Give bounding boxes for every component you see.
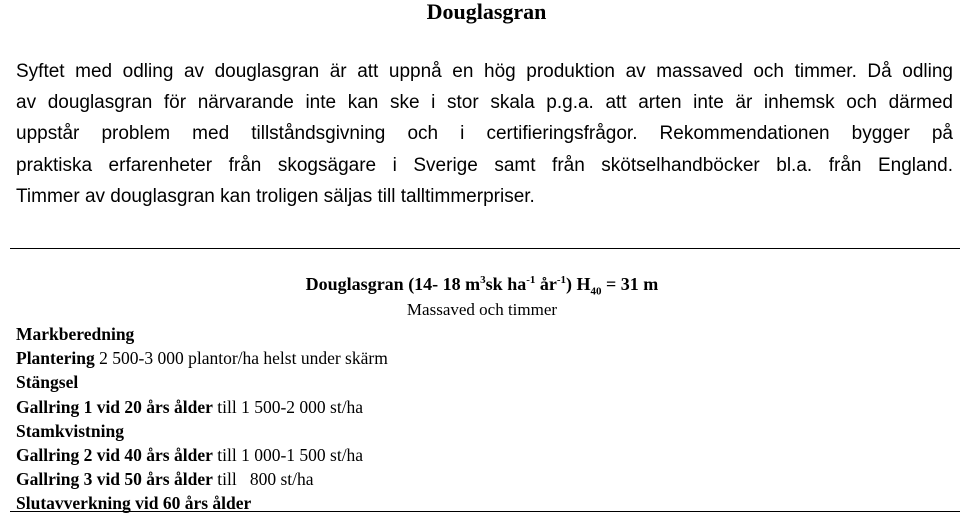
program-title-result: = 31 m xyxy=(601,274,659,294)
program-title-exponent: -1 xyxy=(556,274,567,286)
program-title-subscript: 40 xyxy=(590,285,602,298)
program-title-exponent: 3 xyxy=(480,274,486,286)
intro-line: praktiska erfarenheter från skogsägare i Sverige samt från skötselhandböcker bl.a. från England. xyxy=(16,154,953,176)
program-title-unit: år xyxy=(535,274,557,294)
schedule-item-label: Gallring 2 vid 40 års ålder xyxy=(16,445,213,466)
program-title-unit: sk ha xyxy=(485,274,527,294)
schedule-item-label: Stamkvistning xyxy=(16,420,124,441)
schedule-item-label: Plantering xyxy=(16,348,95,369)
page-title: Douglasgran xyxy=(426,0,547,24)
program-subtitle: Massaved och timmer xyxy=(406,300,558,319)
schedule-item-label: Gallring 1 vid 20 års ålder xyxy=(16,396,213,417)
schedule-item-label: Slutavverkning vid 60 års ålder xyxy=(16,493,252,514)
schedule-item xyxy=(16,395,388,419)
program-title-species: Douglasgran (14- 18 m xyxy=(305,274,481,294)
treatment-schedule xyxy=(16,322,388,516)
schedule-item-detail: till 1 000-1 500 st/ha xyxy=(212,445,364,466)
schedule-item xyxy=(16,419,388,443)
schedule-item-detail: till 800 st/ha xyxy=(212,469,314,490)
intro-line: Syftet med odling av douglasgran är att uppnå en hög produktion av massaved och timmer. Då odling xyxy=(16,61,953,82)
schedule-item xyxy=(16,346,388,370)
schedule-item-detail: till 1 500-2 000 st/ha xyxy=(212,396,364,417)
schedule-item-label: Markberedning xyxy=(16,324,135,344)
intro-line: av douglasgran för närvarande inte kan ske i stor skala p.g.a. att arten inte är inhemsk och därmed xyxy=(16,92,953,114)
schedule-item xyxy=(16,322,388,346)
intro-paragraph xyxy=(16,56,953,212)
schedule-item-label: Gallring 3 vid 50 års ålder xyxy=(16,469,213,490)
schedule-item-label: Stängsel xyxy=(16,372,79,393)
bottom-divider xyxy=(10,511,960,512)
schedule-item xyxy=(16,467,388,491)
program-title-close: ) H xyxy=(566,274,591,294)
top-divider xyxy=(10,248,960,249)
intro-line: uppstår problem med tillståndsgivning och i certifieringsfrågor. Rekommendationen bygger på xyxy=(16,123,953,145)
schedule-item-detail: 2 500-3 000 plantor/ha helst under skärm xyxy=(94,348,388,369)
program-title-exponent: -1 xyxy=(526,274,536,286)
schedule-item xyxy=(16,370,388,394)
schedule-item xyxy=(16,443,388,467)
program-title xyxy=(0,273,960,298)
intro-line: Timmer av douglasgran kan troligen säljas till talltimmerpriser. xyxy=(16,185,535,207)
